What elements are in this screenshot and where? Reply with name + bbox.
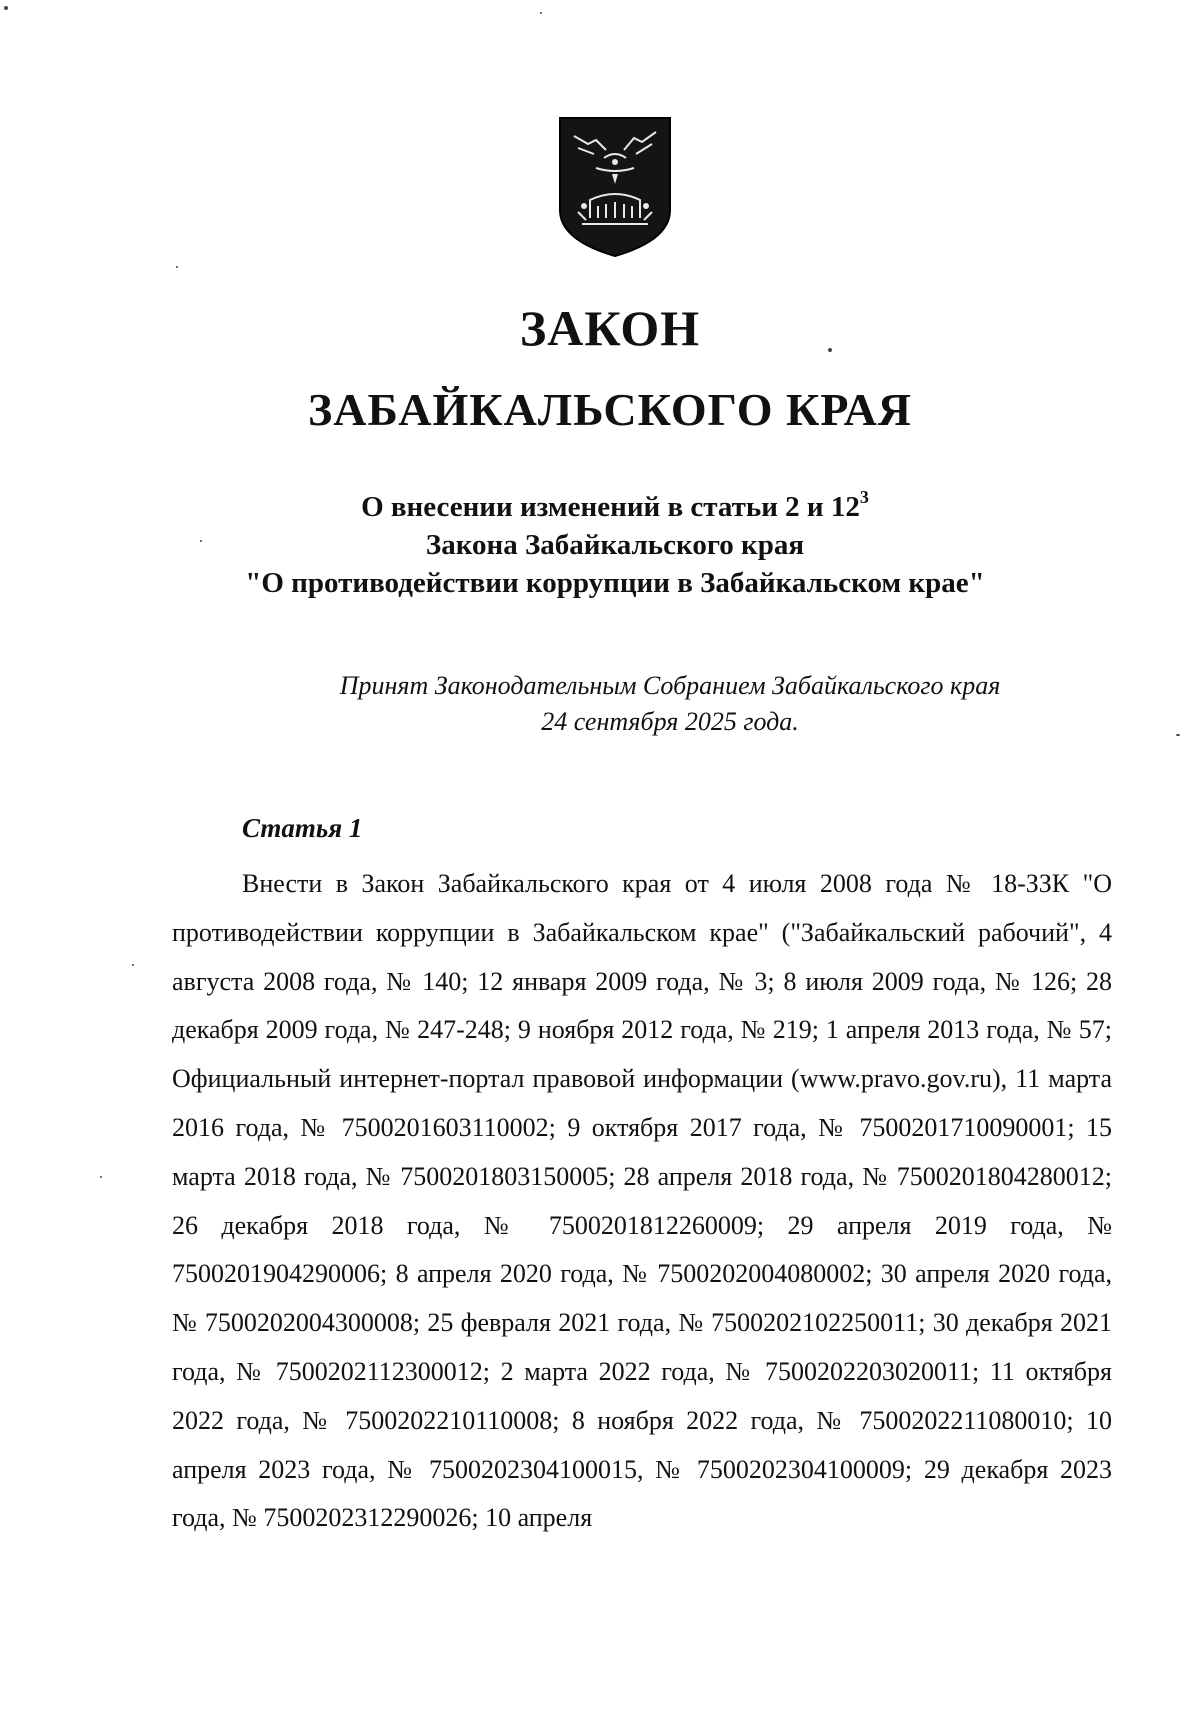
- scan-speck: [4, 6, 8, 10]
- subject-line-3: "О противодействии коррупции в Забайкальском крае": [245, 567, 985, 599]
- scan-speck: [1176, 734, 1180, 736]
- region-heading: ЗАБАЙКАЛЬСКОГО КРАЯ: [307, 384, 913, 435]
- adoption-date: 24 сентября 2025 года.: [541, 707, 799, 736]
- scan-speck: [100, 1176, 102, 1178]
- scan-speck: [828, 348, 832, 352]
- adoption-note: [0, 668, 1200, 740]
- scan-speck: [540, 12, 542, 14]
- scan-speck: [200, 540, 202, 542]
- subject-line-1: О внесении изменений в статьи 2 и $12^3$: [361, 487, 869, 523]
- law-subject: [0, 488, 1200, 602]
- subject-superscript: 3: [859, 487, 869, 508]
- subject-line-2: Закона Забайкальского края: [425, 529, 805, 561]
- scan-speck: [176, 266, 178, 268]
- adoption-line-1: Принят Законодательным Собранием Забайкальского края: [339, 671, 1001, 700]
- article-body: Внести в Закон Забайкальского края от 4 июля 2008 года № 18-ЗЗК "О противодействии коррупции в Забайкальском крае" ("Забайкальский рабочий", 4 августа 2008 года, № 140; 12 января 2009 года, № 3; 8 июля 2009 года, № 126; 28 декабря 2009 года, № 247-248; 9 ноября 2012 года, № 219; 1 апреля 2013 года, № 57; Официальный интернет-портал правовой информации (www.pravo.gov.ru), 11 марта 2016 года, № 7500201603110002; 9 октября 2017 года, № 7500201710090001; 15 марта 2018 года, № 7500201803150005; 28 апреля 2018 года, № 7500201804280012; 26 декабря 2018 года, № 7500201812260009; 29 апреля 2019 года, № 7500201904290006; 8 апреля 2020 года, № 7500202004080002; 30 апреля 2020 года, № 7500202004300008; 25 февраля 2021 года, № 7500202102250011; 30 декабря 2021 года, № 7500202112300012; 2 марта 2022 года, № 7500202203020011; 11 октября 2022 года, № 7500202210110008; 8 ноября 2022 года, № 7500202211080010; 10 апреля 2023 года, № 7500202304100015, № 7500202304100009; 29 декабря 2023 года, № 7500202312290026; 10 апреля: [172, 869, 1112, 1533]
- law-heading: ЗАКОН: [519, 300, 701, 356]
- article-heading: Статья 1: [242, 813, 363, 843]
- scan-speck: [132, 964, 134, 966]
- coat-of-arms-icon: [556, 114, 674, 260]
